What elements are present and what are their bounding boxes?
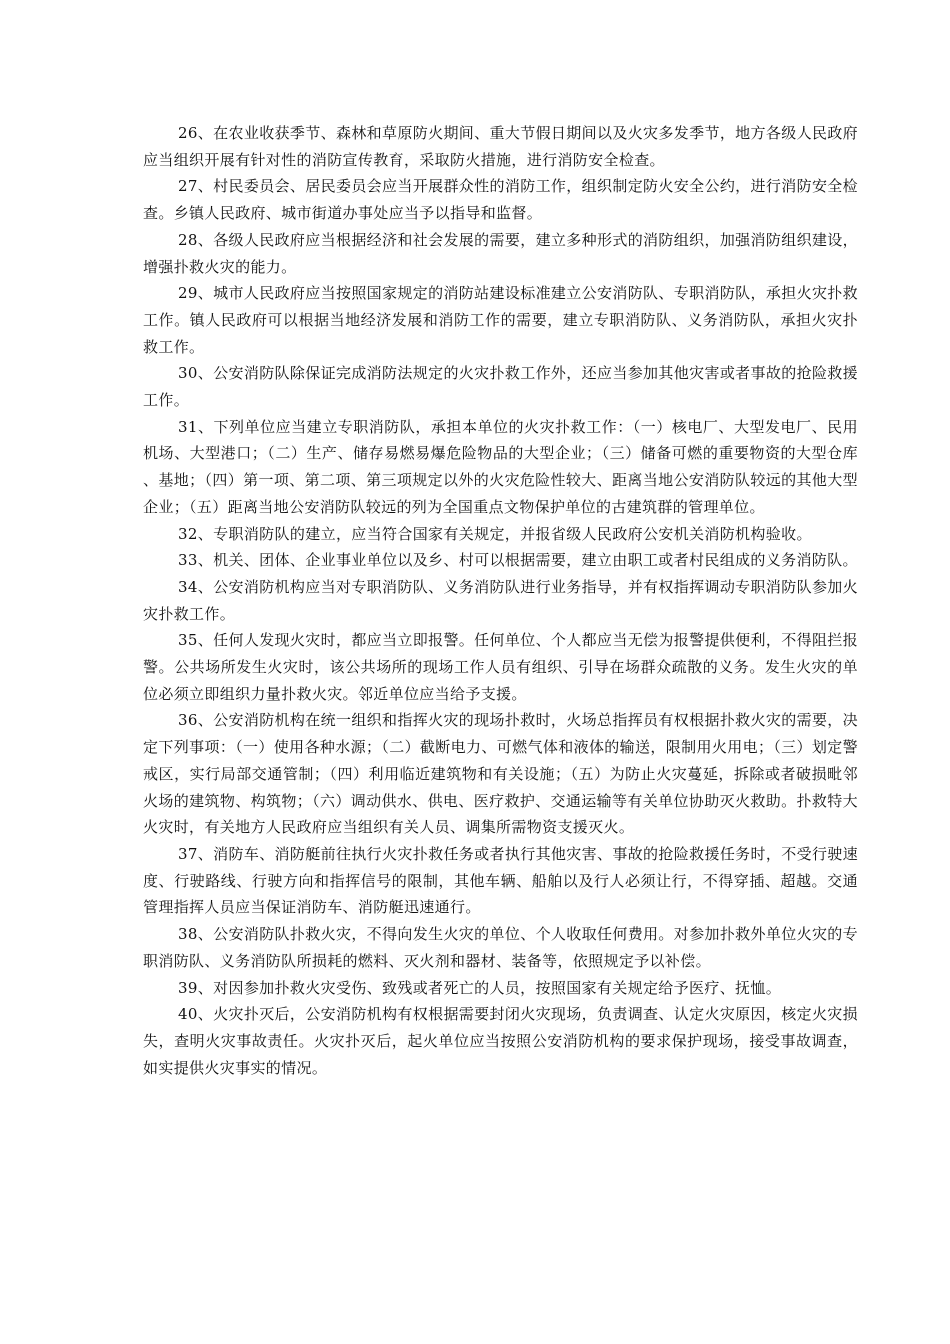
article-33: 33、机关、团体、企业事业单位以及乡、村可以根据需要，建立由职工或者村民组成的义务消防队。 xyxy=(178,551,858,570)
article-30: 30、公安消防队除保证完成消防法规定的火灾扑救工作外，还应当参加其他灾害或者事故的抢险救援工作。 xyxy=(143,364,858,410)
article-39: 39、对因参加扑救火灾受伤、致残或者死亡的人员，按照国家有关规定给予医疗、抚恤。 xyxy=(178,978,782,997)
article-37: 37、消防车、消防艇前往执行火灾扑救任务或者执行其他灾害、事故的抢险救援任务时，不受行驶速度、行驶路线、行驶方向和指挥信号的限制，其他车辆、船舶以及行人必须让行，不得穿插、超越。交通管理指挥人员应当保证消防车、消防艇迅速通行。 xyxy=(143,844,858,917)
article-34: 34、公安消防机构应当对专职消防队、义务消防队进行业务指导，并有权指挥调动专职消防队参加火灾扑救工作。 xyxy=(143,577,858,623)
document-body xyxy=(143,120,858,1081)
article-40: 40、火灾扑灭后，公安消防机构有权根据需要封闭火灾现场，负责调查、认定火灾原因，核定火灾损失，查明火灾事故责任。火灾扑灭后，起火单位应当按照公安消防机构的要求保护现场，接受事故调查，如实提供火灾事实的情况。 xyxy=(143,1005,858,1077)
article-26: 26、在农业收获季节、森林和草原防火期间、重大节假日期间以及火灾多发季节，地方各级人民政府应当组织开展有针对性的消防宣传教育，采取防火措施，进行消防安全检查。 xyxy=(143,124,858,169)
article-38: 38、公安消防队扑救火灾，不得向发生火灾的单位、个人收取任何费用。对参加扑救外单位火灾的专职消防队、义务消防队所损耗的燃料、灭火剂和器材、装备等，依照规定予以补偿。 xyxy=(143,925,858,970)
article-35: 35、任何人发现火灾时，都应当立即报警。任何单位、个人都应当无偿为报警提供便利，不得阻拦报警。公共场所发生火灾时，该公共场所的现场工作人员有组织、引导在场群众疏散的义务。发生火灾的单位必须立即组织力量扑救火灾。邻近单位应当给予支援。 xyxy=(143,631,858,703)
article-32: 32、专职消防队的建立，应当符合国家有关规定，并报省级人民政府公安机关消防机构验收。 xyxy=(178,524,812,543)
article-31: 31、下列单位应当建立专职消防队，承担本单位的火灾扑救工作：（一）核电厂、大型发电厂、民用机场、大型港口；（二）生产、储存易燃易爆危险物品的大型企业；（三）储备可燃的重要物资的大型仓库、基地；（四）第一项、第二项、第三项规定以外的火灾危险性较大、距离当地公安消防队较远的其他大型企业；（五）距离当地公安消防队较远的列为全国重点文物保护单位的古建筑群的管理单位。 xyxy=(143,417,858,516)
article-28: 28、各级人民政府应当根据经济和社会发展的需要，建立多种形式的消防组织，加强消防组织建设，增强扑救火灾的能力。 xyxy=(143,230,858,276)
article-29: 29、城市人民政府应当按照国家规定的消防站建设标准建立公安消防队、专职消防队，承担火灾扑救工作。镇人民政府可以根据当地经济发展和消防工作的需要，建立专职消防队、义务消防队，承担火灾扑救工作。 xyxy=(143,284,858,356)
article-36: 36、公安消防机构在统一组织和指挥火灾的现场扑救时，火场总指挥员有权根据扑救火灾的需要，决定下列事项：（一）使用各种水源；（二）截断电力、可燃气体和液体的输送，限制用火用电；（三）划定警戒区，实行局部交通管制；（四）利用临近建筑物和有关设施；（五）为防止火灾蔓延，拆除或者破损毗邻火场的建筑物、构筑物；（六）调动供水、供电、医疗救护、交通运输等有关单位协助灭火救助。扑救特大火灾时，有关地方人民政府应当组织有关人员、调集所需物资支援灭火。 xyxy=(143,711,858,837)
article-27: 27、村民委员会、居民委员会应当开展群众性的消防工作，组织制定防火安全公约，进行消防安全检查。乡镇人民政府、城市街道办事处应当予以指导和监督。 xyxy=(143,177,858,223)
